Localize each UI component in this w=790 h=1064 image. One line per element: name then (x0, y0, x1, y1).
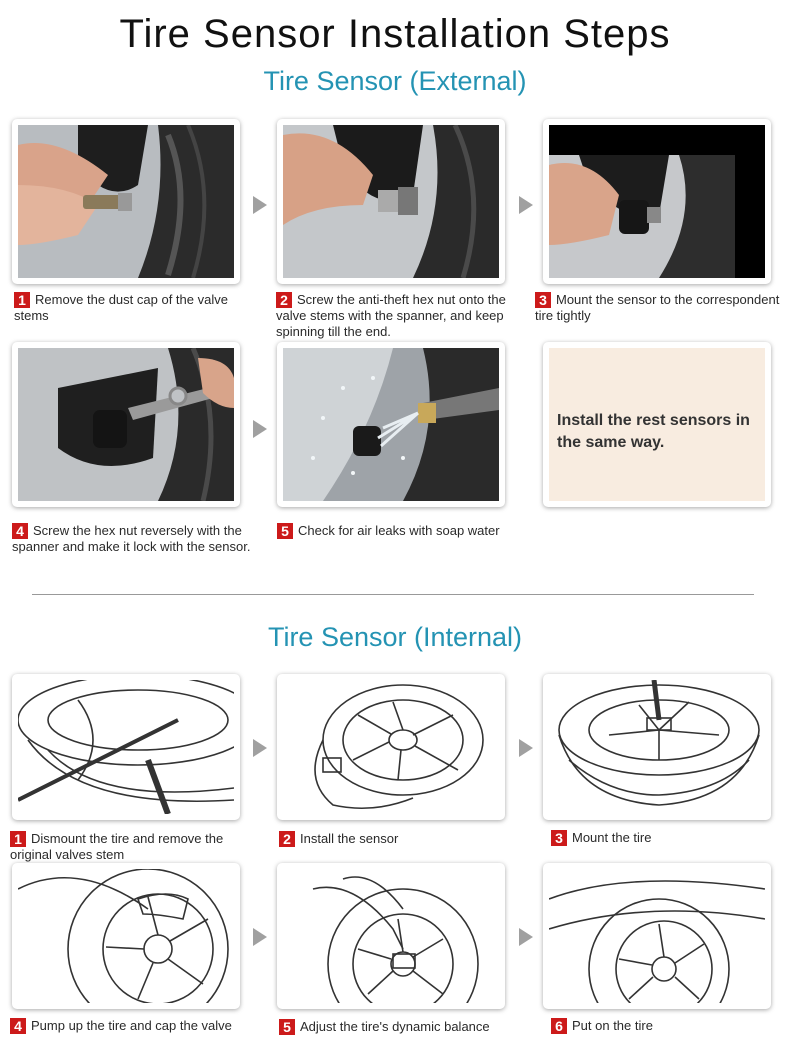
external-section-heading: Tire Sensor (External) (263, 66, 527, 96)
mount-tire-drawing (549, 680, 765, 814)
step-number-badge: 6 (551, 1018, 567, 1034)
internal-section-heading: Tire Sensor (Internal) (267, 622, 523, 652)
internal-step-2-card (277, 674, 505, 820)
spray-soap-water-photo (283, 348, 499, 501)
balance-tire-drawing (283, 869, 499, 1003)
step-number-badge: 2 (276, 292, 292, 308)
internal-step-6-card (543, 863, 771, 1009)
internal-step-4-card (12, 863, 240, 1009)
dismount-tire-drawing (18, 680, 234, 814)
step-number-badge: 5 (277, 523, 293, 539)
arrow-right-icon (253, 420, 267, 438)
step-number-badge: 1 (10, 831, 26, 847)
internal-step-5-card (277, 863, 505, 1009)
internal-step-2-caption: 2 Install the sensor (279, 831, 509, 847)
external-step-1-card (12, 119, 240, 284)
step-number-badge: 3 (551, 830, 567, 846)
put-on-tire-drawing (549, 869, 765, 1003)
internal-step-1-caption: 1 Dismount the tire and remove the original valves stem (10, 831, 224, 862)
pump-tire-drawing (18, 869, 234, 1003)
external-step-5-card (277, 342, 505, 507)
external-step-1-caption: 1 Remove the dust cap of the valve stems (14, 292, 228, 323)
internal-step-3-caption: 3 Mount the tire (551, 830, 771, 846)
arrow-right-icon (519, 928, 533, 946)
hand-removing-dust-cap-photo (18, 125, 234, 278)
arrow-right-icon (253, 928, 267, 946)
install-note-card (543, 342, 771, 507)
install-note-text: Install the rest sensors in the same way. (557, 412, 750, 451)
arrow-right-icon (519, 196, 533, 214)
internal-step-4-caption: 4 Pump up the tire and cap the valve (10, 1018, 250, 1034)
external-step-2-caption: 2 Screw the anti-theft hex nut onto the valve stems with the spanner, and keep spinning till the end. (276, 292, 506, 339)
step-number-badge: 3 (535, 292, 551, 308)
external-step-3-card (543, 119, 771, 284)
arrow-right-icon (253, 196, 267, 214)
internal-step-3-card (543, 674, 771, 820)
spanner-locking-nut-photo (18, 348, 234, 501)
step-number-badge: 1 (14, 292, 30, 308)
internal-step-5-caption: 5 Adjust the tire's dynamic balance (279, 1019, 519, 1035)
internal-step-6-caption: 6 Put on the tire (551, 1018, 771, 1034)
external-step-4-card (12, 342, 240, 507)
step-number-badge: 5 (279, 1019, 295, 1035)
step-number-badge: 4 (10, 1018, 26, 1034)
step-number-badge: 4 (12, 523, 28, 539)
external-step-3-caption: 3 Mount the sensor to the correspondent tire tightly (535, 292, 780, 323)
external-step-2-card (277, 119, 505, 284)
step-number-badge: 2 (279, 831, 295, 847)
external-step-5-caption: 5 Check for air leaks with soap water (277, 523, 517, 539)
mounting-sensor-photo (549, 125, 765, 278)
arrow-right-icon (253, 739, 267, 757)
external-step-4-caption: 4 Screw the hex nut reversely with the spanner and make it lock with the sensor. (12, 523, 251, 554)
arrow-right-icon (519, 739, 533, 757)
section-divider (32, 594, 754, 595)
hex-nut-on-valve-photo (283, 125, 499, 278)
install-sensor-drawing (283, 680, 499, 814)
install-note-box (549, 348, 765, 501)
internal-step-1-card (12, 674, 240, 820)
page-title: Tire Sensor Installation Steps (119, 12, 671, 56)
